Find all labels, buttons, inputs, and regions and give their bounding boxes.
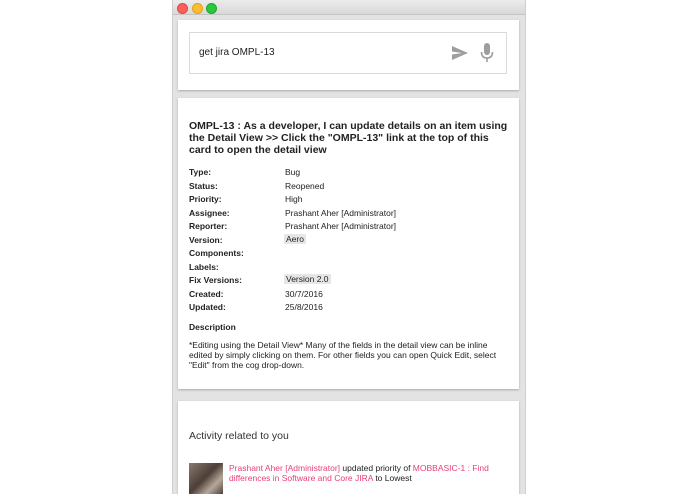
field-row (189, 235, 509, 249)
field-label: Fix Versions: (189, 275, 242, 285)
search-query-text[interactable]: get jira OMPL-13 (199, 47, 275, 58)
field-value[interactable]: Prashant Aher [Administrator] (285, 221, 397, 231)
field-row (189, 194, 509, 208)
field-value[interactable]: Version 2.0 (286, 274, 329, 284)
field-row (189, 262, 509, 276)
field-value[interactable]: 25/8/2016 (285, 302, 323, 312)
issue-title[interactable]: OMPL-13 : As a developer, I can update details on an item using the Detail View >> Click the "OMPL-13" link at the top of this card to open the detail view (189, 120, 508, 156)
field-label: Assignee: (189, 207, 230, 218)
field-label: Priority: (189, 194, 222, 204)
field-row (189, 248, 509, 262)
field-label: Reporter: (189, 221, 228, 231)
activity-action-text: updated priority of (340, 463, 413, 473)
search-card (178, 20, 519, 90)
app-window (172, 0, 526, 494)
search-input[interactable] (189, 32, 507, 74)
field-value[interactable]: Bug (285, 167, 301, 177)
description-text: *Editing using the Detail View* Many of the fields in the detail view can be inline edited by simply clicking on them. For other fields you can open Quick Edit, select "Edit" from the cog drop-down. (189, 340, 497, 370)
activity-suffix-text: to Lowest (372, 473, 412, 483)
minimize-window-button[interactable] (192, 3, 203, 14)
field-row (189, 167, 509, 181)
field-row (189, 289, 509, 303)
field-row (189, 208, 509, 222)
close-window-button[interactable] (177, 3, 188, 14)
activity-issue-link[interactable]: MOBBASIC-1 : Find differences in Software and Core JIRA (229, 463, 489, 483)
field-row (189, 275, 509, 289)
field-row (189, 181, 509, 195)
activity-heading: Activity related to you (189, 430, 289, 442)
issue-fields (189, 167, 509, 316)
field-label: Version: (189, 234, 223, 245)
activity-user-link[interactable]: Prashant Aher [Administrator] (229, 463, 341, 473)
field-value[interactable]: 30/7/2016 (285, 288, 323, 299)
send-icon[interactable] (452, 46, 468, 65)
field-label: Labels: (189, 261, 219, 272)
field-row (189, 302, 509, 316)
description-heading: Description (189, 322, 236, 332)
field-row (189, 221, 509, 235)
activity-card (178, 401, 519, 494)
field-value[interactable]: High (285, 194, 303, 204)
field-label: Type: (189, 167, 212, 177)
field-label: Updated: (189, 302, 226, 312)
avatar (189, 463, 223, 494)
field-label: Components: (189, 248, 244, 258)
zoom-window-button[interactable] (206, 3, 217, 14)
field-label: Status: (189, 180, 218, 191)
field-value[interactable]: Prashant Aher [Administrator] (285, 207, 397, 218)
activity-item-text (229, 463, 509, 483)
field-value[interactable]: Reopened (285, 180, 325, 191)
field-label: Created: (189, 288, 224, 299)
field-value[interactable]: Aero (286, 233, 304, 244)
title-bar (173, 0, 525, 15)
microphone-icon[interactable] (480, 43, 494, 68)
issue-card (178, 98, 519, 389)
